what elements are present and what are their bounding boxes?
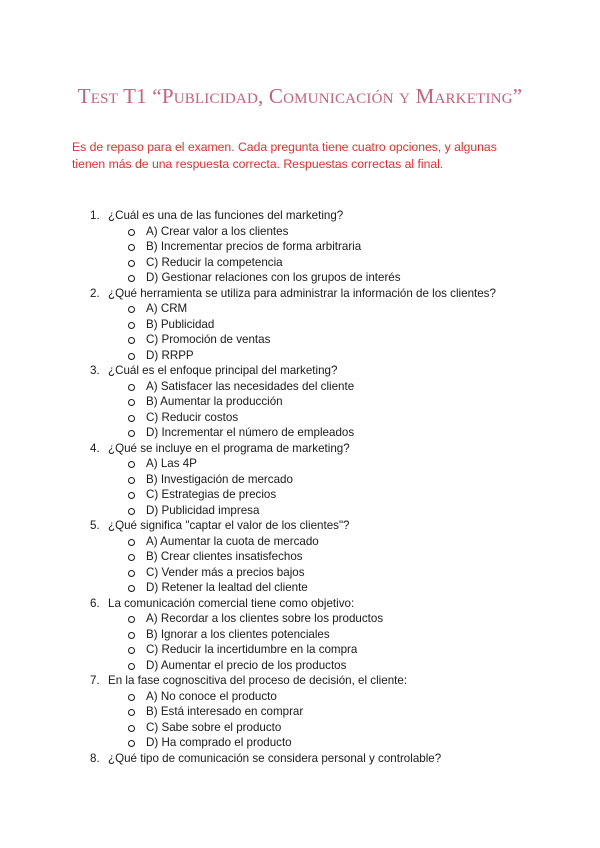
option-item bbox=[128, 735, 560, 751]
option-item bbox=[128, 580, 560, 596]
option-text: D) Aumentar el precio de los productos bbox=[146, 658, 347, 672]
option-item bbox=[128, 239, 560, 255]
circle-bullet-icon bbox=[128, 585, 135, 592]
option-item bbox=[128, 720, 560, 736]
circle-bullet-icon bbox=[128, 384, 135, 391]
circle-bullet-icon bbox=[128, 740, 135, 747]
option-item bbox=[128, 611, 560, 627]
question-line bbox=[90, 363, 560, 379]
question-number: 5. bbox=[90, 519, 100, 532]
option-text: D) Publicidad impresa bbox=[146, 503, 260, 517]
circle-bullet-icon bbox=[128, 337, 135, 344]
option-text: C) Estrategias de precios bbox=[146, 488, 277, 501]
option-item bbox=[128, 270, 560, 286]
option-item bbox=[128, 658, 560, 674]
circle-bullet-icon bbox=[128, 306, 135, 313]
question-text: ¿Qué se incluye en el programa de marketing? bbox=[108, 441, 350, 455]
question-line bbox=[90, 286, 560, 302]
option-item bbox=[128, 348, 560, 364]
option-item bbox=[128, 456, 560, 472]
option-item bbox=[128, 425, 560, 441]
intro-note: Es de repaso para el examen. Cada pregunta tiene cuatro opciones, y algunas tienen más de una respuesta correcta. Respuestas correctas al final. bbox=[72, 140, 497, 171]
circle-bullet-icon bbox=[128, 399, 135, 406]
question-number: 6. bbox=[90, 596, 100, 610]
question-line bbox=[90, 751, 560, 767]
option-item bbox=[128, 317, 560, 333]
option-list bbox=[90, 534, 560, 596]
question-number: 1. bbox=[90, 209, 100, 222]
option-item bbox=[128, 534, 560, 550]
circle-bullet-icon bbox=[128, 663, 135, 670]
question-item bbox=[90, 751, 560, 767]
circle-bullet-icon bbox=[128, 244, 135, 251]
option-item bbox=[128, 565, 560, 581]
circle-bullet-icon bbox=[128, 647, 135, 654]
question-item bbox=[90, 673, 560, 751]
option-list bbox=[90, 689, 560, 751]
question-number: 7. bbox=[90, 674, 100, 687]
question-list bbox=[90, 208, 560, 766]
circle-bullet-icon bbox=[128, 616, 135, 623]
question-text: La comunicación comercial tiene como objetivo: bbox=[108, 596, 355, 610]
option-text: C) Vender más a precios bajos bbox=[146, 565, 305, 579]
question-number: 3. bbox=[90, 364, 100, 377]
circle-bullet-icon bbox=[128, 275, 135, 282]
question-item bbox=[90, 596, 560, 674]
question-item bbox=[90, 518, 560, 596]
option-item bbox=[128, 642, 560, 658]
question-line bbox=[90, 673, 560, 689]
option-item bbox=[128, 704, 560, 720]
circle-bullet-icon bbox=[128, 461, 135, 468]
circle-bullet-icon bbox=[128, 492, 135, 499]
option-list bbox=[90, 456, 560, 518]
option-text: C) Sabe sobre el producto bbox=[146, 720, 282, 734]
circle-bullet-icon bbox=[128, 725, 135, 732]
option-list bbox=[90, 301, 560, 363]
question-item bbox=[90, 286, 560, 364]
option-text: B) Investigación de mercado bbox=[146, 472, 293, 486]
option-text: B) Está interesado en comprar bbox=[146, 705, 304, 718]
option-item bbox=[128, 487, 560, 503]
option-item bbox=[128, 627, 560, 643]
circle-bullet-icon bbox=[128, 554, 135, 561]
option-text: A) Las 4P bbox=[146, 457, 197, 470]
option-item bbox=[128, 503, 560, 519]
option-list bbox=[90, 224, 560, 286]
option-item bbox=[128, 379, 560, 395]
option-text: A) Aumentar la cuota de mercado bbox=[146, 534, 319, 548]
option-text: C) Promoción de ventas bbox=[146, 333, 271, 346]
question-line bbox=[90, 208, 560, 224]
question-line bbox=[90, 518, 560, 534]
option-item bbox=[128, 224, 560, 240]
option-item bbox=[128, 410, 560, 426]
option-text: B) Aumentar la producción bbox=[146, 395, 283, 408]
question-item bbox=[90, 208, 560, 286]
option-text: B) Ignorar a los clientes potenciales bbox=[146, 627, 330, 641]
circle-bullet-icon bbox=[128, 570, 135, 577]
option-item bbox=[128, 255, 560, 271]
circle-bullet-icon bbox=[128, 430, 135, 437]
option-item bbox=[128, 689, 560, 705]
circle-bullet-icon bbox=[128, 322, 135, 329]
option-item bbox=[128, 549, 560, 565]
question-text: ¿Qué significa "captar el valor de los clientes"? bbox=[108, 519, 350, 532]
option-text: C) Reducir costos bbox=[146, 410, 239, 424]
option-text: D) Incrementar el número de empleados bbox=[146, 426, 355, 439]
option-text: B) Crear clientes insatisfechos bbox=[146, 550, 303, 563]
document-title: Test T1 “Publicidad, Comunicación y Marketing” bbox=[77, 84, 523, 108]
option-list bbox=[90, 379, 560, 441]
option-text: B) Publicidad bbox=[146, 317, 215, 331]
option-item bbox=[128, 332, 560, 348]
option-text: B) Incrementar precios de forma arbitraria bbox=[146, 240, 362, 253]
circle-bullet-icon bbox=[128, 709, 135, 716]
option-text: D) Ha comprado el producto bbox=[146, 736, 292, 749]
question-text: ¿Qué herramienta se utiliza para administrar la información de los clientes? bbox=[108, 286, 496, 300]
question-number: 2. bbox=[90, 286, 100, 300]
circle-bullet-icon bbox=[128, 353, 135, 360]
circle-bullet-icon bbox=[128, 632, 135, 639]
option-list bbox=[90, 611, 560, 673]
question-text: En la fase cognoscitiva del proceso de decisión, el cliente: bbox=[108, 674, 408, 687]
option-text: A) Recordar a los clientes sobre los productos bbox=[146, 612, 384, 625]
circle-bullet-icon bbox=[128, 694, 135, 701]
circle-bullet-icon bbox=[128, 229, 135, 236]
option-item bbox=[128, 301, 560, 317]
option-item bbox=[128, 472, 560, 488]
option-item bbox=[128, 394, 560, 410]
circle-bullet-icon bbox=[128, 508, 135, 515]
circle-bullet-icon bbox=[128, 477, 135, 484]
option-text: C) Reducir la competencia bbox=[146, 255, 283, 269]
option-text: D) RRPP bbox=[146, 348, 194, 362]
question-text: ¿Cuál es el enfoque principal del marketing? bbox=[108, 364, 338, 377]
question-number: 4. bbox=[90, 441, 100, 455]
question-item bbox=[90, 363, 560, 441]
option-text: D) Gestionar relaciones con los grupos de interés bbox=[146, 271, 401, 284]
option-text: C) Reducir la incertidumbre en la compra bbox=[146, 643, 358, 656]
option-text: A) CRM bbox=[146, 302, 188, 315]
question-item bbox=[90, 441, 560, 519]
circle-bullet-icon bbox=[128, 260, 135, 267]
question-text: ¿Cuál es una de las funciones del marketing? bbox=[108, 209, 344, 222]
question-line bbox=[90, 441, 560, 457]
option-text: D) Retener la lealtad del cliente bbox=[146, 581, 308, 594]
option-text: A) Satisfacer las necesidades del cliente bbox=[146, 379, 355, 393]
circle-bullet-icon bbox=[128, 415, 135, 422]
circle-bullet-icon bbox=[128, 539, 135, 546]
question-number: 8. bbox=[90, 751, 100, 765]
question-text: ¿Qué tipo de comunicación se considera personal y controlable? bbox=[108, 751, 442, 765]
option-text: A) No conoce el producto bbox=[146, 689, 277, 703]
option-text: A) Crear valor a los clientes bbox=[146, 224, 289, 238]
question-line bbox=[90, 596, 560, 612]
